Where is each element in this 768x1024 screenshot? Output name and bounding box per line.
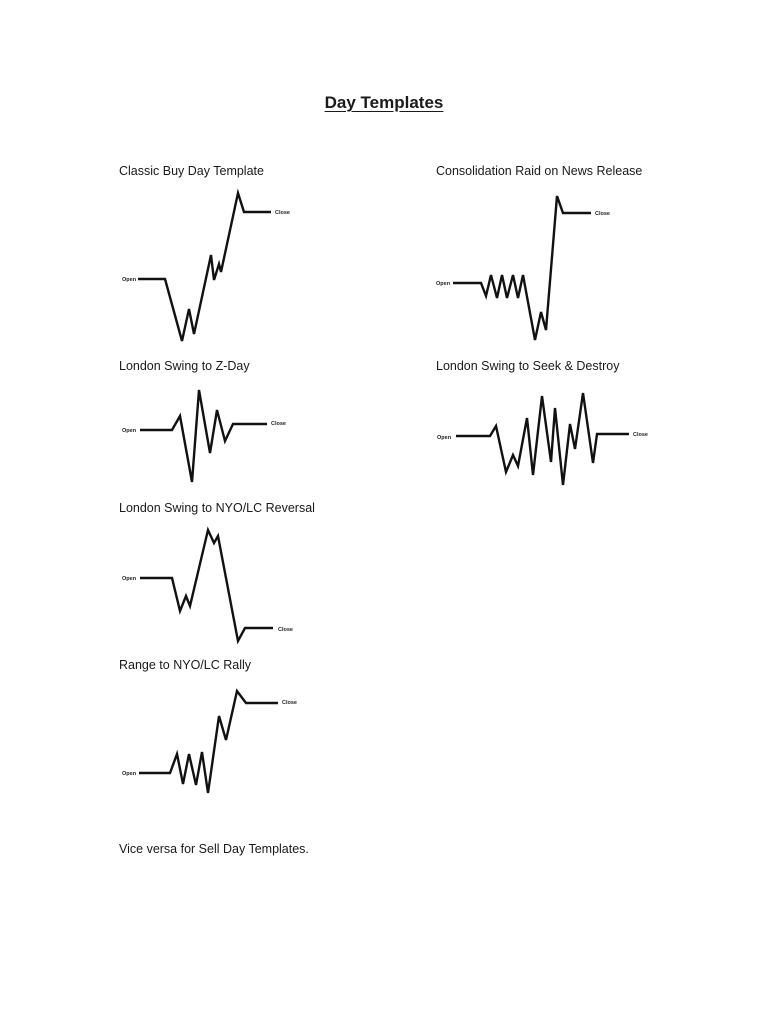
open-label: Open — [436, 281, 451, 287]
template-heading-consolidation-raid: Consolidation Raid on News Release — [436, 164, 643, 178]
close-label: Close — [271, 421, 286, 427]
template-heading-london-swing-nyo-lc-reversal: London Swing to NYO/LC Reversal — [119, 501, 315, 515]
template-heading-range-nyo-lc-rally: Range to NYO/LC Rally — [119, 658, 252, 672]
page-title: Day Templates — [324, 93, 444, 112]
open-label: Open — [122, 771, 137, 777]
template-heading-london-swing-seek-destroy: London Swing to Seek & Destroy — [436, 359, 620, 373]
footer-note: Vice versa for Sell Day Templates. — [119, 842, 309, 856]
close-label: Close — [278, 627, 293, 633]
close-label: Close — [282, 700, 297, 706]
price-path-range-nyo-lc-rally — [139, 691, 278, 793]
close-label: Close — [595, 211, 610, 217]
open-label: Open — [122, 428, 137, 434]
open-label: Open — [122, 576, 137, 582]
close-label: Close — [633, 432, 648, 438]
template-heading-london-swing-z-day: London Swing to Z-Day — [119, 359, 250, 373]
open-label: Open — [437, 435, 452, 441]
close-label: Close — [275, 210, 290, 216]
open-label: Open — [122, 277, 137, 283]
template-heading-classic-buy-day: Classic Buy Day Template — [119, 164, 264, 178]
